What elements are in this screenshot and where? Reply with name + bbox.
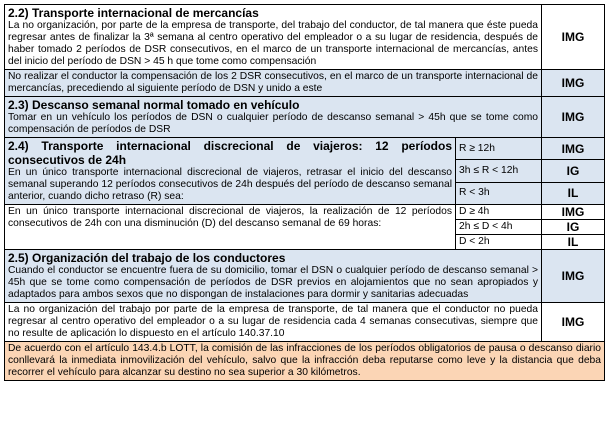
- retraso-code: IG: [542, 160, 605, 182]
- section-2-4-cell: [5, 138, 456, 205]
- section-2-5-text: Cuando el conductor se encuentre fuera de su domicilio, tomar el DSN o cualquier período de descanso semanal > 45h que se tome como compensación de períodos de DSR previos en alojamientos que no sean apropiados y adaptados para ambos sexos que no dispongan de instalaciones para dormir y sanitarias adecuadas: [8, 265, 539, 300]
- section-2-3-code: IMG: [542, 97, 605, 138]
- retraso-condition: R < 3h: [456, 182, 542, 204]
- section-2-2-text: La no organización, por parte de la empresa de transporte, del trabajo del conductor, de tal manera que éste pueda regresar antes de finalizar la 3ª semana al centro operativo del empleador o a su lugar de residencia, después de haber tomado 2 períodos de DSR consecutivos, en el marco de un transporte internacional de mercancías, antes del inicio del período de DSN > 45 h que tome como compensación: [8, 20, 539, 67]
- section-2-2-text-2: No realizar el conductor la compensación de los 2 DSR consecutivos, en el marco de un transporte internacional de mercancías, precediendo al siguiente período de DSN y unido a este: [5, 70, 542, 97]
- disminucion-condition: D ≥ 4h: [456, 205, 542, 220]
- section-2-2-row-2: [5, 70, 605, 97]
- section-2-5-cell: [5, 250, 542, 303]
- section-2-5-code: IMG: [542, 250, 605, 303]
- section-2-2-title: 2.2) Transporte internacional de mercancías: [8, 6, 259, 20]
- footer-note: De acuerdo con el artículo 143.4.b LOTT, la comisión de las infracciones de los períodos obligatorios de pausa o descanso diario conllevará la inmediata inmovilización del vehículo, salvo que la infracción deba reputarse como leve y la distancia que deba recorrer el vehículo para alcanzar su destino no sea superior a 30 kilómetros.: [5, 342, 605, 381]
- section-2-2-code-2: IMG: [542, 70, 605, 97]
- disminucion-condition: 2h ≤ D < 4h: [456, 220, 542, 235]
- disminucion-condition: D < 2h: [456, 235, 542, 250]
- section-2-3-cell: [5, 97, 542, 138]
- infractions-table: [4, 4, 605, 381]
- disminucion-row-1: [5, 205, 605, 220]
- section-2-3-row: [5, 97, 605, 138]
- section-2-4-title: 2.4) Transporte internacional discrecional de viajeros: 12 períodos consecutivos de 24h: [8, 139, 452, 167]
- section-2-4-text-1: En un único transporte internacional discrecional de viajeros, retrasar el inicio del descanso semanal superando 12 períodos consecutivos de 24h después del período de descanso semanal anterior, cuando dicho retraso (R) sea:: [8, 167, 452, 202]
- retraso-code: IL: [542, 182, 605, 204]
- section-2-5-row-2: [5, 303, 605, 342]
- section-2-5-row: [5, 250, 605, 303]
- disminucion-code: IG: [542, 220, 605, 235]
- disminucion-code: IMG: [542, 205, 605, 220]
- retraso-condition: 3h ≤ R < 12h: [456, 160, 542, 182]
- section-2-5-text-2: La no organización del trabajo por parte de la empresa de transporte, de tal manera que el conductor no pueda regresar al centro operativo del empleador o a su lugar de residencia cada 4 semanas consecutivas, siempre que no resulte de aplicación lo dispuesto en el artículo 140.37.10: [5, 303, 542, 342]
- retraso-code: IMG: [542, 138, 605, 160]
- section-2-5-code-2: IMG: [542, 303, 605, 342]
- section-2-2-row: [5, 5, 605, 70]
- section-2-3-title: 2.3) Descanso semanal normal tomado en vehículo: [8, 98, 300, 112]
- disminucion-code: IL: [542, 235, 605, 250]
- section-2-2-cell: [5, 5, 542, 70]
- retraso-row-1: [5, 138, 605, 160]
- retraso-condition: R ≥ 12h: [456, 138, 542, 160]
- section-2-4-text-2: En un único transporte internacional discrecional de viajeros, la realización de 12 períodos consecutivos de 24h con una disminución (D) del descanso semanal de 69 horas:: [5, 205, 456, 250]
- section-2-5-title: 2.5) Organización del trabajo de los conductores: [8, 251, 286, 265]
- section-2-2-code: IMG: [542, 5, 605, 70]
- section-2-3-text: Tomar en un vehículo los períodos de DSN o cualquier período de descanso semanal > 45h que se tome como compensación de períodos de DSR: [8, 112, 539, 135]
- footer-row: [5, 342, 605, 381]
